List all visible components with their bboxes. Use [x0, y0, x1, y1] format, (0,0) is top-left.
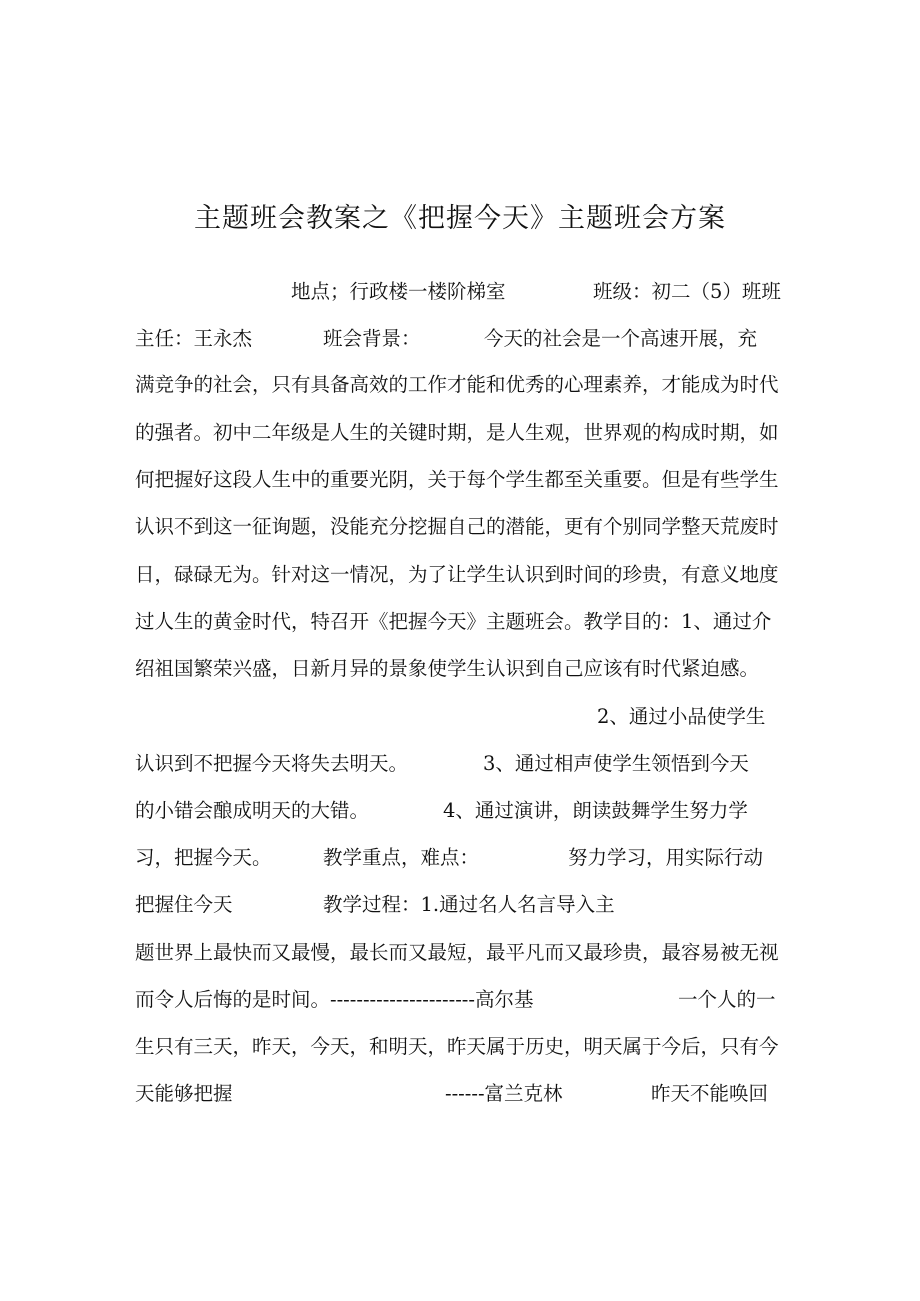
paragraph-text: 何把握好这段人生中的重要光阴，关于每个学生都至关重要。但是有些学生: [135, 468, 779, 491]
paragraph-text: 过人生的黄金时代，特召开《把握今天》主题班会。教学目的：1、通过介: [135, 610, 772, 633]
paragraph-text: 认识到不把握今天将失去明天。: [135, 752, 409, 775]
goal-2-text: 2、通过小品使学生: [597, 705, 766, 728]
text-line: [135, 939, 779, 967]
quote-text: 一个人的一: [678, 988, 776, 1011]
paragraph-text: 认识不到这一征询题，没能充分挖掘自己的潜能，更有个别同学整天荒废时: [135, 515, 779, 538]
location-text: 地点；行政楼一楼阶梯室: [291, 280, 506, 303]
quote-text: 而令人后悔的是时间。----------------------高尔基: [135, 988, 534, 1011]
paragraph-text: 绍祖国繁荣兴盛，日新月异的景象使学生认识到自己应该有时代紧迫感。: [135, 657, 760, 680]
key-points-label: 教学重点，难点：: [323, 846, 480, 869]
key-points-text: 努力学习，用实际行动: [568, 846, 764, 869]
paragraph-text: 题世界上最快而又最慢，最长而又最短，最平凡而又最珍贵，最容易被无视: [135, 941, 779, 964]
paragraph-text: 日，碌碌无为。针对这一情况，为了让学生认识到时间的珍贵，有意义地度: [135, 563, 779, 586]
text-line: [135, 513, 779, 541]
paragraph-text: 满竞争的社会，只有具备高效的工作才能和优秀的心理素养，才能成为时代: [135, 373, 779, 396]
background-label: 班会背景：: [323, 327, 421, 350]
text-line: [135, 1033, 779, 1061]
paragraph-text: 天能够把握: [135, 1082, 233, 1105]
background-text: 今天的社会是一个高速开展，充: [484, 327, 758, 350]
text-line: [135, 655, 759, 683]
quote-author: ------富兰克林: [445, 1082, 563, 1105]
text-line: [135, 466, 779, 494]
text-line: [135, 561, 779, 589]
goal-3-text: 3、通过相声使学生领悟到今天: [483, 752, 749, 775]
process-text: 教学过程：1.通过名人名言导入主: [323, 893, 615, 916]
paragraph-text: 习，把握今天。: [135, 846, 272, 869]
paragraph-text: 的强者。初中二年级是人生的关键时期，是人生观，世界观的构成时期，如: [135, 421, 779, 444]
quote-text: 昨天不能唤回: [651, 1082, 769, 1105]
text-line: [135, 371, 779, 399]
paragraph-text: 把握住今天: [135, 893, 233, 916]
paragraph-text: 生只有三天，昨天，今天，和明天，昨天属于历史，明天属于今后，只有今: [135, 1035, 779, 1058]
goal-4-text: 4、通过演讲，朗读鼓舞学生努力学: [443, 799, 748, 822]
text-line: [135, 608, 771, 636]
document-title: 主题班会教案之《把握今天》主题班会方案: [194, 203, 726, 234]
paragraph-text: 的小错会酿成明天的大错。: [135, 799, 370, 822]
teacher-text: 主任：王永杰: [135, 327, 253, 350]
class-text: 班级：初二（5）班班: [593, 280, 781, 303]
text-line: [135, 419, 779, 447]
